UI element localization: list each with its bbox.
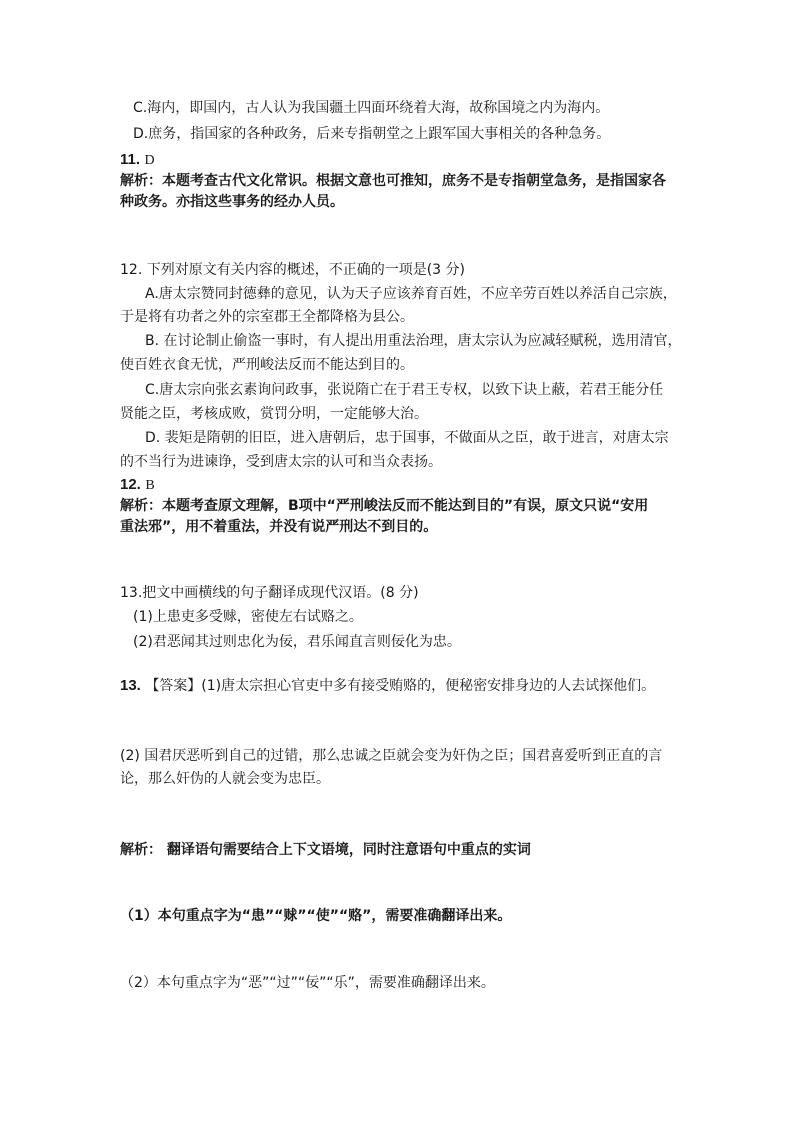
answer-12-analysis-line2: 重法邪”，用不着重法，并没有说严刑达不到目的。 <box>120 519 438 535</box>
q10-option-c: C.海内，即国内，古人认为我国疆土四面环绕着大海，故称国境之内为海内。 <box>133 100 610 116</box>
answer-13-translation-1: 【答案】(1)唐太宗担心官吏中多有接受贿赂的，便秘密安排身边的人去试探他们。 <box>145 678 656 694</box>
answer-13-analysis: 解析： 翻译语句需要结合上下文语境，同时注意语句中重点的实词 <box>120 842 531 858</box>
q12-option-a-line1: A.唐太宗赞同封德彝的意见，认为天子应该养育百姓，不应辛劳百姓以养活自己宗族， <box>145 286 677 302</box>
q13-sentence-1: (1)上患吏多受赇，密使左右试赂之。 <box>133 609 363 625</box>
q12-option-c-line1: C.唐太宗向张玄素询问政事，张说隋亡在于君王专权，以致下诀上蔽，若君王能分任 <box>145 382 664 398</box>
q13-sentence-2: (2)君恶闻其过则忠化为佞，君乐闻直言则佞化为忠。 <box>133 634 461 650</box>
answer-13-translation-2-line2: 论，那么奸伪的人就会变为忠臣。 <box>120 771 330 787</box>
q12-option-d-line1: D. 裴矩是隋朝的旧臣，进入唐朝后，忠于国事，不做面从之臣，敢于进言，对唐太宗 <box>145 430 669 446</box>
answer-12-analysis-line1: 解析：本题考查原文理解，B项中“严刑峻法反而不能达到目的”有误，原文只说“安用 <box>120 498 649 514</box>
answer-12-number: 12. <box>120 476 141 493</box>
question-12-stem: 12. 下列对原文有关内容的概述，不正确的一项是(3 分) <box>120 262 465 278</box>
q12-option-b-line1: B. 在讨论制止偷盗一事时，有人提出用重法治理，唐太宗认为应减轻赋税，选用清官， <box>145 333 682 349</box>
answer-11-choice: D <box>144 153 155 168</box>
answer-11-number: 11. <box>120 151 141 168</box>
q12-option-a-line2: 于是将有功者之外的宗室郡王全都降格为县公。 <box>120 309 414 325</box>
q10-option-d: D.庶务，指国家的各种政务，后来专指朝堂之上跟军国大事相关的各种急务。 <box>133 126 611 142</box>
answer-11-analysis-line1: 解析：本题考查古代文化常识。根据文意也可推知，庶务不是专指朝堂急务，是指国家各 <box>120 173 666 189</box>
answer-13-note-1: （1）本句重点字为“患”“赇”“使”“赂”，需要准确翻译出来。 <box>120 908 512 924</box>
answer-13-translation-2-line1: (2) 国君厌恶听到自己的过错，那么忠诚之臣就会变为奸伪之臣；国君喜爱听到正直的言 <box>120 748 663 764</box>
answer-12-choice: B <box>145 478 155 493</box>
q12-option-c-line2: 贤能之臣，考核成败，赏罚分明，一定能够大治。 <box>120 406 428 422</box>
q12-option-d-line2: 的不当行为进谏诤，受到唐太宗的认可和当众表扬。 <box>120 454 442 470</box>
answer-13-note-2: （2）本句重点字为“恶”“过”“佞”“乐”，需要准确翻译出来。 <box>120 975 495 991</box>
q12-option-b-line2: 使百姓衣食无忧，严刑峻法反而不能达到目的。 <box>120 357 414 373</box>
answer-11-analysis-line2: 种政务。亦指这些事务的经办人员。 <box>120 194 344 210</box>
question-13-stem: 13.把文中画横线的句子翻译成现代汉语。(8 分) <box>120 585 419 601</box>
answer-13-number: 13. <box>120 677 141 694</box>
